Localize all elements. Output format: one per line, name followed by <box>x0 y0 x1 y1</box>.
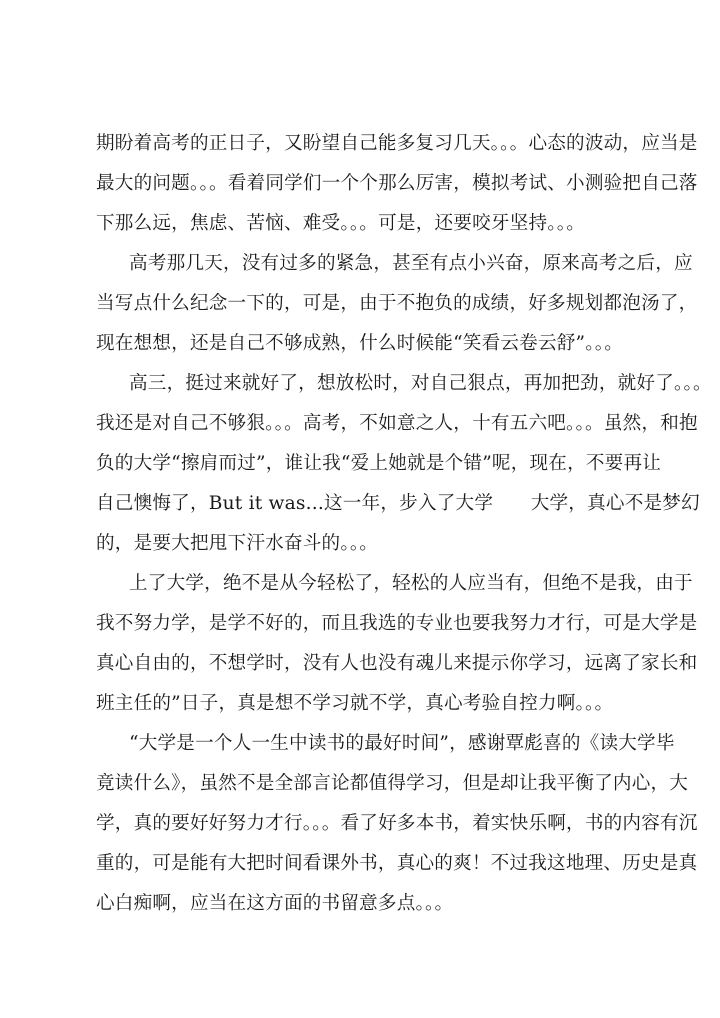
paragraph-4 <box>96 564 698 724</box>
text-line: 上了大学，绝不是从今轻松了，轻松的人应当有，但绝不是我，由于 <box>129 573 693 594</box>
text-line: 重的，可是能有大把时间看课外书，真心的爽！不过我这地理、历史是真 <box>96 853 698 874</box>
text-line: 真心自由的，不想学时，没有人也没有魂儿来提示你学习，远离了家长和 <box>96 653 698 674</box>
text-line: 下那么远，焦虑、苦恼、难受。。。可是，还要咬牙坚持。。。 <box>96 213 586 234</box>
text-line: 现在想想，还是自己不够成熟，什么时候能“笑看云卷云舒”。。。 <box>96 333 624 354</box>
text-line: 我不努力学，是学不好的，而且我选的专业也要我努力才行，可是大学是 <box>96 613 698 634</box>
text-line: 我还是对自己不够狠。。。高考，不如意之人，十有五六吧。。。虽然，和抱 <box>96 413 698 434</box>
text-line: 竟读什么》，虽然不是全部言论都值得学习，但是却让我平衡了内心，大 <box>96 773 689 794</box>
paragraph-5 <box>96 724 698 924</box>
paragraph-3 <box>96 364 712 564</box>
paragraph-1 <box>96 124 698 244</box>
text-line: 高三，挺过来就好了，想放松时，对自己狠点，再加把劲，就好了。。。 <box>129 373 712 394</box>
paragraph-2 <box>96 244 698 364</box>
text-line: 负的大学“擦肩而过”，谁让我“爱上她就是个错”呢，现在，不要再让 <box>96 453 662 474</box>
text-line: 学，真的要好好努力才行。。。看了好多本书，着实快乐啊，书的内容有沉 <box>96 813 698 834</box>
text-line: “大学是一个人一生中读书的最好时间”，感谢覃彪喜的《读大学毕 <box>129 733 675 754</box>
text-line: 心白痴啊，应当在这方面的书留意多点。。。 <box>96 893 454 914</box>
text-line: 自己懊悔了，But it was...这一年，步入了大学 大学，真心不是梦幻 <box>96 493 700 514</box>
text-line: 当写点什么纪念一下的，可是，由于不抱负的成绩，好多规划都泡汤了， <box>96 293 698 314</box>
text-line: 期盼着高考的正日子，又盼望自己能多复习几天。。。心态的波动，应当是 <box>96 133 698 154</box>
document-body <box>96 124 712 924</box>
text-line: 的，是要大把甩下汗水奋斗的。。。 <box>96 533 379 554</box>
text-line: 班主任的”日子，真是想不学习就不学，真心考验自控力啊。。。 <box>96 693 614 714</box>
text-line: 高考那几天，没有过多的紧急，甚至有点小兴奋，原来高考之后，应 <box>129 253 693 274</box>
text-line: 最大的问题。。。看着同学们一个个那么厉害，模拟考试、小测验把自己落 <box>96 173 698 194</box>
